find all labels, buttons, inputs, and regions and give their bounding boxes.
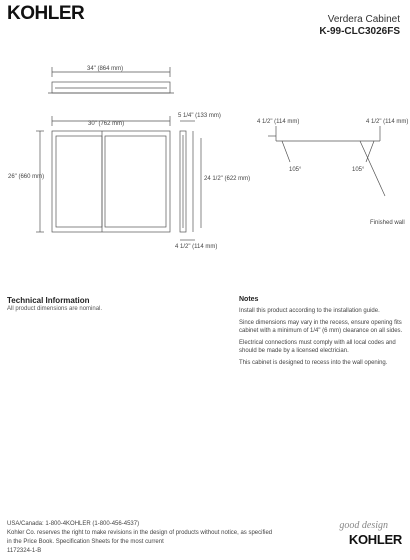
plan-right-label: 4 1/2" (114 mm) — [366, 119, 409, 125]
top-dim-label: 34" (864 mm) — [87, 66, 124, 72]
good-design-seal: good design — [339, 520, 388, 531]
plan-angle-left: 105° — [289, 167, 302, 173]
technical-heading: Technical Information — [7, 296, 90, 305]
left-door — [56, 136, 102, 227]
height-label: 26" (660 mm) — [8, 174, 45, 180]
side-bottom-label: 4 1/2" (114 mm) — [175, 244, 218, 250]
footer — [7, 520, 297, 556]
model-number: K-99-CLC3026FS — [319, 26, 400, 37]
plan-wall-label: Finished wall — [370, 220, 405, 226]
right-door — [105, 136, 166, 227]
footer-kohler-logo: KOHLER — [348, 532, 402, 547]
note-item: Install this product according to the installation guide. — [239, 308, 380, 314]
notes-heading: Notes — [239, 296, 259, 303]
depth-label: 5 1/4" (133 mm) — [178, 113, 221, 119]
plan-left-label: 4 1/2" (114 mm) — [257, 119, 300, 125]
side-height-label: 24 1/2" (622 mm) — [204, 176, 251, 182]
product-title: Verdera Cabinet — [327, 14, 400, 25]
footer-line: USA/Canada: 1-800-4KOHLER (1-800-456-4537) — [7, 521, 140, 527]
note-item: This cabinet is designed to recess into the wall opening. — [239, 359, 388, 366]
front-view-outline — [52, 131, 170, 232]
plan-angle-right: 105° — [352, 167, 365, 173]
notes-list — [239, 307, 404, 371]
note-item: Electrical connections must comply with all local codes and should be made by a licensed electrician. — [239, 339, 396, 355]
technical-subheading: All product dimensions are nominal. — [7, 306, 103, 312]
footer-line: 1172324-1-B — [7, 548, 42, 554]
top-view-outline — [52, 82, 170, 93]
footer-line: in the Price Book. Specification Sheets for the most current — [7, 539, 164, 545]
note-item: Since dimensions may vary in the recess, ensure opening fits cabinet with a minimum of 1/4" (6 mm) clearance on all sides. — [239, 319, 403, 335]
footer-line: Kohler Co. reserves the right to make revisions in the design of products without notice, as specified — [7, 530, 273, 536]
kohler-logo: KOHLER — [7, 3, 85, 24]
front-dim-label: 30" (762 mm) — [88, 121, 125, 127]
